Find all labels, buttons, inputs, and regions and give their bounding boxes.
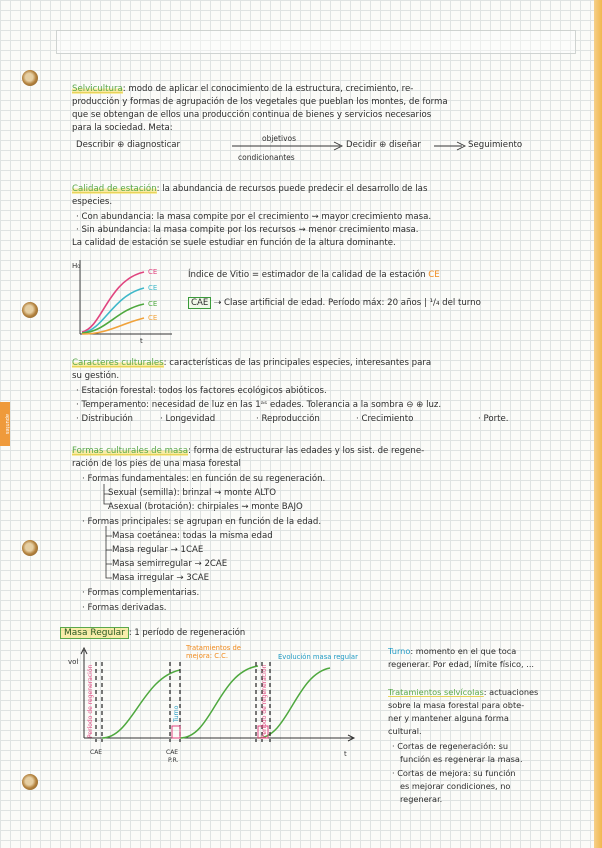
flow-arrow-2	[432, 140, 468, 152]
trat-line-7: · Cortas de mejora: su función	[392, 768, 516, 778]
ce-label-1: CE	[148, 268, 158, 276]
silvicultura-line-3: que se obtengan de ellos una producción continua de bienes y servicios necesarios	[72, 110, 432, 120]
caracteres-row-2: · Longevidad	[160, 414, 216, 424]
binder-hole	[22, 774, 38, 790]
ce-label-3: CE	[148, 300, 158, 308]
ce-label-2: CE	[148, 284, 158, 292]
formas-sexual: Sexual (semilla): brinzal ⇝ monte ALTO	[108, 488, 277, 498]
calidad-altura: La calidad de estación se suele estudiar en función de la altura dominante.	[72, 238, 396, 248]
flow-objetivos: objetivos	[262, 134, 297, 143]
caracteres-row-3: · Reproducción	[256, 414, 320, 424]
silvicultura-line-4: para la sociedad. Meta:	[72, 123, 173, 133]
formas-line-2: ración de los pies de una masa forestal	[72, 459, 241, 469]
formas-asexual: Asexual (brotación): chirpiales ⇝ monte BAJO	[108, 502, 303, 512]
cae-box: CAE	[188, 297, 211, 309]
masa-regular-graph	[62, 642, 362, 772]
calidad-title: Calidad de estación	[72, 184, 157, 194]
formas-coetanea: Masa coetánea: todas la misma edad	[112, 531, 273, 541]
formas-line-1: Formas culturales de masa: forma de estructurar las edades y los sist. de regene-	[72, 446, 425, 456]
trat-line-1: Tratamientos selvícolas: actuaciones	[388, 687, 539, 697]
silvicultura-title: Selvicultura	[72, 84, 123, 94]
cae-definition: CAE ⇢ Clase artificial de edad. Período máx: 20 años | ¹/₄ del turno	[188, 298, 481, 309]
page-edge	[594, 0, 602, 848]
sidebar-tab: apuntes	[0, 402, 10, 446]
label-evolucion-masa: Evolución masa regular	[278, 653, 358, 661]
masa-regular-heading: Masa Regular : 1 período de regeneración	[60, 626, 245, 639]
tick-pr: P.R.	[168, 757, 179, 764]
trat-line-8: es mejorar condiciones, no	[400, 781, 511, 791]
masa-axis-vol: vol	[68, 658, 79, 666]
label-periodo-regeneracion-2: Período de regeneración	[261, 664, 268, 738]
calidad-line-1: Calidad de estación: la abundancia de recursos puede predecir el desarrollo de las	[72, 184, 428, 194]
formas-irregular: Masa irregular → 3CAE	[112, 573, 210, 583]
axis-label-h0: H₀	[72, 262, 81, 270]
binder-hole	[22, 540, 38, 556]
flow-describir: Describir ⊕ diagnosticar	[76, 140, 181, 150]
formas-fundamentales: · Formas fundamentales: en función de su regeneración.	[82, 474, 326, 484]
caracteres-line-2: su gestión.	[72, 371, 120, 381]
formas-principales: · Formas principales: se agrupan en función de la edad.	[82, 517, 322, 527]
calidad-graph	[72, 258, 182, 344]
caracteres-estacion: · Estación forestal: todos los factores ecológicos abióticos.	[76, 386, 327, 396]
tick-cae-2: CAE	[166, 749, 179, 756]
calidad-con: · Con abundancia: la masa compite por el crecimiento ⇝ mayor crecimiento masa.	[76, 212, 432, 222]
label-tratamientos-mejora: Tratamientos de mejora: C.C.	[186, 644, 241, 660]
silvicultura-line-2: producción y formas de agrupación de los vegetales que pueblan los montes, de forma	[72, 97, 448, 107]
formas-semirregular: Masa semirregular → 2CAE	[112, 559, 228, 569]
formas-title: Formas culturales de masa	[72, 446, 189, 456]
formas-brackets	[100, 482, 114, 582]
axis-label-t: t	[140, 337, 143, 344]
formas-complementarias: · Formas complementarias.	[82, 588, 200, 598]
caracteres-temperamento: · Temperamento: necesidad de luz en las 1ᵃˢ edades. Tolerancia a la sombra ⊖ ⊕ luz.	[76, 400, 442, 410]
trat-line-9: regenerar.	[400, 794, 443, 804]
indice-vitio: Índice de Vitio = estimador de la calidad de la estación CE	[188, 270, 440, 280]
caracteres-line-1: Caracteres culturales: características de las principales especies, interesantes para	[72, 358, 432, 368]
caracteres-row-4: · Crecimiento	[356, 414, 414, 424]
trat-title: Tratamientos selvícolas	[388, 687, 484, 697]
tick-cae: CAE	[90, 749, 103, 756]
silvicultura-line-1: Selvicultura: modo de aplicar el conocimiento de la estructura, crecimiento, re-	[72, 84, 414, 94]
flow-condicionantes: condicionantes	[238, 153, 295, 162]
caracteres-row-1: · Distribución	[76, 414, 133, 424]
ce-label-4: CE	[148, 314, 158, 322]
trat-line-4: cultural.	[388, 726, 422, 736]
caracteres-row-5: · Porte.	[478, 414, 509, 424]
flow-arrow-1	[230, 140, 350, 152]
calidad-sin: · Sin abundancia: la masa compite por los recursos ⇝ menor crecimiento masa.	[76, 225, 419, 235]
formas-regular: Masa regular → 1CAE	[112, 545, 204, 555]
trat-line-3: ner y mantener alguna forma	[388, 713, 509, 723]
turno-title: Turno	[388, 646, 411, 656]
label-turno: Turno	[173, 705, 180, 722]
caracteres-title: Caracteres culturales	[72, 358, 164, 368]
formas-derivadas: · Formas derivadas.	[82, 603, 167, 613]
trat-line-2: sobre la masa forestal para obte-	[388, 700, 525, 710]
flow-seguimiento: Seguimiento	[468, 140, 523, 150]
turno-line-2: regenerar. Por edad, límite físico, ...	[388, 659, 535, 669]
header-box	[56, 30, 576, 54]
flow-decidir: Decidir ⊕ diseñar	[346, 140, 421, 150]
trat-line-6: función es regenerar la masa.	[400, 754, 523, 764]
turno-line-1: Turno: momento en el que toca	[388, 646, 517, 656]
binder-hole	[22, 302, 38, 318]
label-periodo-regeneracion: Período de regeneración	[87, 664, 94, 738]
binder-hole	[22, 70, 38, 86]
calidad-line-2: especies.	[72, 197, 113, 207]
masa-axis-t: t	[344, 750, 347, 758]
masa-regular-title: Masa Regular	[60, 627, 129, 639]
trat-line-5: · Cortas de regeneración: su	[392, 741, 509, 751]
